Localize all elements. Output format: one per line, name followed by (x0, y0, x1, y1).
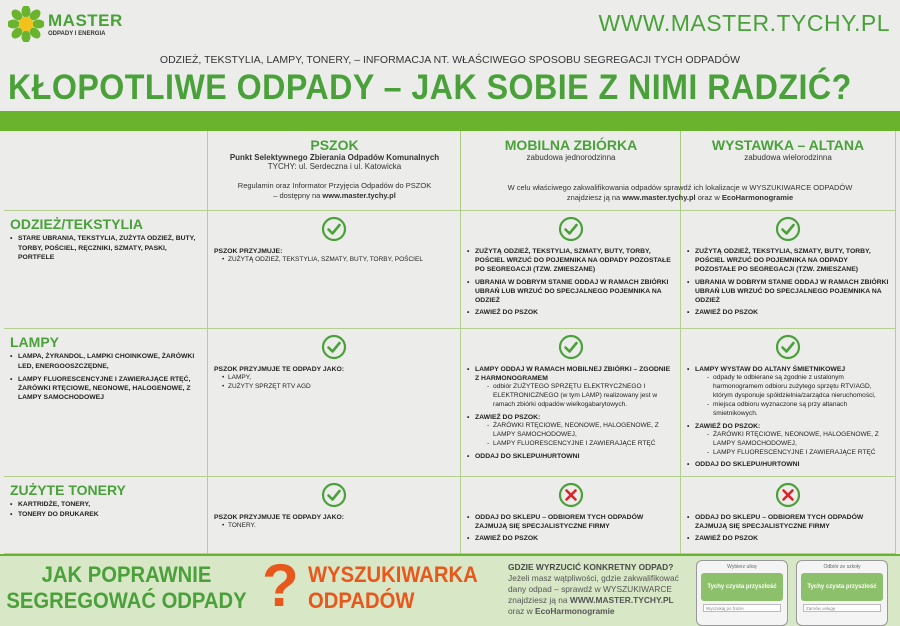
check-icon (775, 216, 801, 242)
tonery-mobilna-item: • ZAWIEŹ DO PSZOK (467, 534, 674, 543)
row-header-tonery (4, 477, 208, 554)
page-title: KŁOPOTLIWE ODPADY – JAK SOBIE Z NIMI RADZIĆ? (8, 68, 852, 107)
tonery-wystawka-cell (681, 477, 896, 554)
lampy-pszok-head: PSZOK PRZYJMUJE TE ODPADY JAKO: (214, 366, 345, 373)
odziez-wystawka-item: • UBRANIA W DOBRYM STANIE ODDAJ W RAMACH ZBIÓRKI UBRAŃ LUB WRZUĆ DO SPECJALNEGO POJEMNIKA NA ODZIEŻ (687, 278, 889, 306)
wystawka-subtitle: zabudowa wielorodzinna (744, 153, 832, 162)
search-note-pre: znajdziesz ją na (566, 193, 623, 203)
banner-mid-line2: ODPADÓW (308, 588, 415, 614)
pszok-title: PSZOK (310, 137, 359, 153)
search-banner (0, 554, 900, 626)
search-note-line1: W celu właściwego zakwalifikowania odpadów sprawdź ich lokalizacje w WYSZUKIWARCE ODPADÓW (507, 183, 853, 192)
site-url-link[interactable]: WWW.MASTER.TYCHY.PL (598, 10, 890, 36)
lampy-mobilna-subitem: - LAMPY FLUORESCENCYJNE I ZAWIERAJĄCE RTĘĆ (487, 440, 674, 449)
phone-screenshot (796, 560, 888, 626)
lampy-pszok-cell (208, 329, 461, 477)
phone-app-banner: Tychy czysta przyszłość (801, 573, 883, 601)
odziez-wystawka-item: • ZUŻYTĄ ODZIEŻ, TEKSTYLIA, SZMATY, BUTY, TORBY, POŚCIEL WRZUĆ DO POJEMNIKA NA ODPADY POZOSTAŁE PO SEGREGACJI (TZW. ZMIESZANE) (687, 247, 889, 275)
pszok-rules-link[interactable]: www.master.tychy.pl (322, 191, 396, 201)
banner-info-link[interactable]: WWW.MASTER.TYCHY.PL (569, 594, 674, 605)
phone-search-field[interactable]: Zamów usługę (803, 604, 881, 612)
master-logo[interactable] (8, 6, 123, 42)
pszok-rules-note-2: – dostępny na (273, 191, 323, 201)
lampy-mobilna-text: ZAWIEŹ DO PSZOK: (475, 414, 541, 422)
header-subtitle: ODZIEŻ, TEKSTYLIA, LAMPY, TONERY, – INFORMACJA NT. WŁAŚCIWEGO SPOSOBU SEGREGACJI TYCH ODPADÓW (159, 54, 741, 66)
search-note-mid: oraz w (695, 193, 722, 203)
lampy-mobilna-text: LAMPY ODDAJ W RAMACH MOBILNEJ ZBIÓRKI – ZGODNIE Z HARMONOGRAMEM (475, 366, 671, 383)
lampy-wystawka-subitem: - odpady te odbierane są zgodnie z ustalonym harmonogramem odbioru zużytego sprzętu RTV/AGD, którym dysponuje spółdzielnia/zarządca nieruchomości, (707, 374, 889, 401)
lampy-wystawka-item (687, 365, 889, 419)
lampy-wystawka-cell (681, 329, 896, 477)
odziez-wystawka-cell (681, 211, 896, 329)
lampy-pszok-item: • LAMPY, (222, 374, 454, 383)
lampy-mobilna-subitem: - ŻARÓWKI RTĘCIOWE, NEONOWE, HALOGENOWE, Z LAMPY SAMOCHODOWEJ, (487, 422, 674, 440)
row-header-odziez (4, 211, 208, 329)
pszok-rules-note: Regulamin oraz Informator Przyjęcia Odpadów do PSZOK (237, 181, 432, 190)
lampy-wystawka-item: • ODDAJ DO SKLEPU/HURTOWNI (687, 460, 889, 469)
mobilna-subtitle: zabudowa jednorodzinna (526, 153, 616, 162)
banner-left-line1: JAK POPRAWNIE (41, 562, 212, 587)
tonery-mobilna-cell (461, 477, 681, 554)
lampy-pszok-item: • ZUŻYTY SPRZĘT RTV AGD (222, 383, 454, 392)
odziez-mobilna-cell (461, 211, 681, 329)
tonery-mobilna-item: • ODDAJ DO SKLEPU – ODBIOREM TYCH ODPADÓW ZAJMUJĄ SIĘ SPECJALISTYCZNE FIRMY (467, 513, 674, 531)
banner-info-app[interactable]: EcoHarmonogramie (535, 605, 615, 616)
wystawka-title: WYSTAWKA – ALTANA (711, 137, 865, 153)
banner-search-title[interactable] (308, 562, 478, 615)
banner-left-text (6, 562, 247, 615)
banner-mid-line1: WYSZUKIWARKA (308, 562, 478, 587)
banner-info (508, 562, 686, 617)
lampy-wystawka-subitem: - ŻARÓWKI RTĘCIOWE, NEONOWE, HALOGENOWE, Z LAMPY SAMOCHODOWEJ, (707, 431, 889, 449)
tonery-pszok-item: • TONERY. (222, 522, 454, 531)
odziez-pszok-cell (208, 211, 461, 329)
odziez-title: ODZIEŻ/TEKSTYLIA (10, 216, 143, 232)
tonery-item: • TONERY DO DRUKAREK (10, 510, 201, 519)
phone-search-field[interactable]: Wyszukaj po frazie (703, 604, 781, 612)
odziez-item: • STARE UBRANIA, TEKSTYLIA, ZUŻYTA ODZIEŻ, BUTY, TORBY, POŚCIEL, RĘCZNIKI, SZMATY, PASKI, PORTFELE (10, 234, 201, 262)
tonery-item: • KARTRIDŻE, TONERY, (10, 500, 201, 509)
tonery-title: ZUŻYTE TONERY (10, 482, 126, 498)
odziez-mobilna-item: • ZUŻYTĄ ODZIEŻ, TEKSTYLIA, SZMATY, BUTY, TORBY, POŚCIEL WRZUĆ DO POJEMNIKA NA ODPADY POZOSTAŁE PO SEGREGACJI (TZW. ZMIESZANE) (467, 247, 674, 275)
lampy-mobilna-item (467, 365, 674, 410)
banner-left-line2: SEGREGOWAĆ ODPADY (6, 588, 247, 614)
logo-subtitle: ODPADY I ENERGIA (48, 30, 106, 37)
header (0, 0, 900, 110)
lampy-item: • LAMPY FLUORESCENCYJNE I ZAWIERAJĄCE RTĘĆ, ŻARÓWKI RTĘCIOWE, NEONOWE, HALOGENOWE, Z LAMPY SAMOCHODOWEJ (10, 375, 201, 403)
phone-top-label: Wybierz ulicę (727, 564, 757, 570)
corner-cell (4, 131, 208, 211)
lampy-wystawka-subitem: - miejsca odbioru wyznaczone są przy altanach śmietnikowych. (707, 401, 889, 419)
banner-info-mid: oraz w (508, 605, 535, 616)
check-icon (775, 334, 801, 360)
lampy-mobilna-item (467, 413, 674, 449)
header-green-bar (0, 111, 900, 131)
tonery-pszok-head: PSZOK PRZYJMUJE TE ODPADY JAKO: (214, 514, 345, 521)
check-icon (558, 216, 584, 242)
sunflower-logo-icon (8, 6, 44, 42)
logo-name: MASTER (48, 10, 123, 30)
pszok-address: TYCHY: ul. Serdeczna i ul. Katowicka (267, 162, 402, 171)
odziez-mobilna-item: • UBRANIA W DOBRYM STANIE ODDAJ W RAMACH ZBIÓRKI UBRAŃ LUB WRZUĆ DO SPECJALNEGO POJEMNIKA NA ODZIEŻ (467, 278, 674, 306)
lampy-wystawka-text: ZAWIEŹ DO PSZOK: (695, 422, 761, 430)
cross-icon (558, 482, 584, 508)
lampy-item: • LAMPA, ŻYRANDOL, LAMPKI CHOINKOWE, ŻARÓWKI LED, ENERGOOSZCZĘDNE, (10, 352, 201, 370)
lampy-mobilna-cell (461, 329, 681, 477)
question-mark-icon: ? (262, 552, 299, 619)
search-note-link[interactable]: www.master.tychy.pl (622, 193, 696, 203)
tonery-pszok-cell (208, 477, 461, 554)
search-note-app[interactable]: EcoHarmonogramie (721, 193, 794, 203)
segregation-table (4, 131, 896, 554)
phone-top-label: Odbiór ze szkoły (823, 564, 861, 570)
phone-app-banner: Tychy czysta przyszłość (701, 573, 783, 601)
lampy-wystawka-subitem: - LAMPY FLUORESCENCYJNE I ZAWIERAJĄCE RTĘĆ (707, 449, 889, 458)
phone-screenshot (696, 560, 788, 626)
check-icon (321, 216, 347, 242)
tonery-wystawka-item: • ODDAJ DO SKLEPU – ODBIOREM TYCH ODPADÓW ZAJMUJĄ SIĘ SPECJALISTYCZNE FIRMY (687, 513, 889, 531)
cross-icon (775, 482, 801, 508)
lampy-wystawka-item (687, 422, 889, 458)
lampy-wystawka-text: LAMPY WYSTAW DO ALTANY ŚMIETNIKOWEJ (695, 366, 846, 373)
lampy-mobilna-item: • ODDAJ DO SKLEPU/HURTOWNI (467, 452, 674, 461)
odziez-pszok-item: • ZUŻYTĄ ODZIEŻ, TEKSTYLIA, SZMATY, BUTY, TORBY, POŚCIEL (222, 256, 454, 265)
tonery-wystawka-item: • ZAWIEŹ DO PSZOK (687, 534, 889, 543)
mobilna-title: MOBILNA ZBIÓRKA (504, 137, 638, 153)
pszok-full-name: Punkt Selektywnego Zbierania Odpadów Komunalnych (229, 153, 440, 162)
check-icon (321, 482, 347, 508)
lampy-title: LAMPY (10, 334, 59, 350)
banner-info-text: Jeżeli masz wątpliwości, gdzie zakwalifikować dany odpad – sprawdź w WYSZUKIWARCE znajdziesz ją na (508, 572, 679, 605)
odziez-pszok-head: PSZOK PRZYJMUJE: (214, 248, 283, 255)
lampy-mobilna-subitem: - odbiór ZUŻYTEGO SPRZĘTU ELEKTRYCZNEGO I ELEKTRONICZNEGO (w tym LAMP) realizowany jest w ramach zbiórki odpadów wielkogabarytowych. (487, 383, 674, 410)
check-icon (321, 334, 347, 360)
check-icon (558, 334, 584, 360)
column-header-pszok (208, 131, 461, 211)
banner-info-question: GDZIE WYRZUCIĆ KONKRETNY ODPAD? (508, 562, 674, 572)
odziez-mobilna-item: • ZAWIEŹ DO PSZOK (467, 308, 674, 317)
search-note (470, 183, 890, 203)
row-header-lampy (4, 329, 208, 477)
odziez-wystawka-item: • ZAWIEŹ DO PSZOK (687, 308, 889, 317)
